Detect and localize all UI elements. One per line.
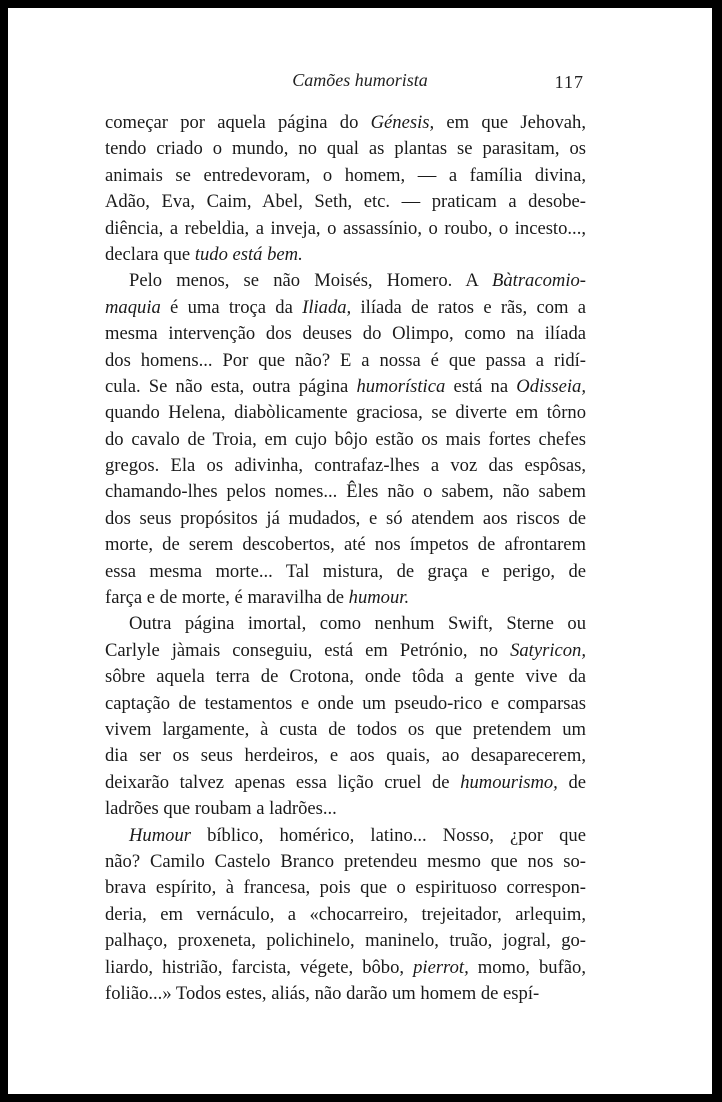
text-span: deixarão talvez apenas essa lição cruel de <box>105 771 461 793</box>
italic-text: humorística <box>356 375 446 397</box>
text-span: vivem largamente, à custa de todos os que pretendem um <box>105 718 586 740</box>
paragraph <box>105 611 586 822</box>
text-span: em que Jehovah, <box>434 112 586 133</box>
text-line <box>105 955 586 981</box>
text-span: gregos. Ela os adivinha, contrafaz-lhes a voz das espôsas, <box>105 455 586 477</box>
italic-text: humourismo, <box>460 771 558 793</box>
text-line <box>105 849 586 875</box>
paragraph <box>105 110 586 268</box>
text-span: dos homens... Por que não? E a nossa é que passa a ridí- <box>105 349 586 371</box>
italic-text: Génesis, <box>370 112 435 133</box>
text-span: dia ser os seus herdeiros, e aos quais, ao desaparecerem, <box>105 745 586 767</box>
text-span: não? Camilo Castelo Branco pretendeu mesmo que nos so- <box>105 850 586 872</box>
text-line <box>105 110 586 136</box>
paragraph <box>105 268 586 611</box>
italic-text: tudo está bem. <box>194 243 303 265</box>
text-span: farça e de morte, é maravilha de <box>105 587 349 609</box>
text-span: é uma troça da <box>160 296 303 318</box>
running-title: Camões humorista <box>292 70 428 90</box>
text-line <box>105 400 586 426</box>
italic-text: pierrot, <box>413 956 469 978</box>
text-span: ladrões que roubam a ladrões... <box>105 798 337 820</box>
text-span: do cavalo de Troia, em cujo bôjo estão os mais fortes chefes <box>105 428 586 450</box>
text-line <box>105 136 586 162</box>
book-page <box>8 8 712 1094</box>
text-span: sôbre aquela terra de Crotona, onde tôda a gente vive da <box>105 666 586 688</box>
text-span: Pelo menos, se não Moisés, Homero. A <box>129 270 492 292</box>
text-line <box>105 585 586 611</box>
text-span: bíblico, homérico, latino... Nosso, ¿por que <box>190 824 586 846</box>
italic-text: humour. <box>348 587 410 609</box>
text-span: animais se entredevoram, o homem, — a família divina, <box>105 164 586 186</box>
text-line <box>105 928 586 954</box>
text-span: Adão, Eva, Caim, Abel, Seth, etc. — praticam a desobe- <box>105 191 586 213</box>
text-span: de <box>557 771 587 793</box>
text-span: Outra página imortal, como nenhum Swift, Sterne ou <box>129 613 586 635</box>
text-line <box>105 453 586 479</box>
italic-text: maquia <box>105 296 161 318</box>
text-span: tendo criado o mundo, no qual as plantas se parasitam, os <box>105 138 586 160</box>
text-line <box>105 163 586 189</box>
text-line <box>105 268 586 294</box>
text-line <box>105 321 586 347</box>
text-span: ilíada de ratos e rãs, com a <box>351 296 586 318</box>
text-line <box>105 875 586 901</box>
text-span: captação de testamentos e onde um pseudo-rico e comparsas <box>105 692 586 714</box>
text-line <box>105 479 586 505</box>
text-line <box>105 242 586 268</box>
text-span: começar por aquela página do <box>105 112 371 133</box>
body-text <box>105 110 586 1007</box>
text-span: Carlyle jàmais conseguiu, está em Petrónio, no <box>105 639 511 661</box>
text-span: quando Helena, diabòlicamente graciosa, se diverte em tôrno <box>105 402 586 424</box>
text-line <box>105 532 586 558</box>
text-line <box>105 981 586 1007</box>
text-span: chamando-lhes pelos nomes... Êles não o sabem, não sabem <box>105 481 586 503</box>
text-line <box>105 374 586 400</box>
text-line <box>105 638 586 664</box>
text-span: liardo, histrião, farcista, végete, bôbo, <box>105 956 414 978</box>
text-line <box>105 427 586 453</box>
text-span: declara que <box>105 243 195 265</box>
text-span: dos seus propósitos já mudados, e só atendem aos riscos de <box>105 507 586 529</box>
text-span: mesma intervenção dos deuses do Olimpo, como na ilíada <box>105 323 586 345</box>
text-line <box>105 295 586 321</box>
text-line <box>105 823 586 849</box>
italic-text: Bàtracomio- <box>492 270 586 292</box>
text-line <box>105 664 586 690</box>
text-span: cula. Se não esta, outra página <box>105 375 357 397</box>
text-span: brava espírito, à francesa, pois que o espirituoso correspon- <box>105 877 586 899</box>
text-span: essa mesma morte... Tal mistura, de graça e perigo, de <box>105 560 586 582</box>
italic-text: Satyricon, <box>510 639 586 661</box>
italic-text: Iliada, <box>302 296 352 318</box>
text-line <box>105 348 586 374</box>
italic-text: Humour <box>129 824 191 846</box>
text-line <box>105 796 586 822</box>
text-span: deria, em vernáculo, a «chocarreiro, trejeitador, arlequim, <box>105 903 586 925</box>
text-span: folião...» Todos estes, aliás, não darão um homem de espí- <box>105 982 540 1004</box>
page-header <box>8 70 712 98</box>
page-number: 117 <box>554 72 584 92</box>
text-span: está na <box>445 375 517 397</box>
text-span: palhaço, proxeneta, polichinelo, maninelo, truão, jogral, go- <box>105 930 586 952</box>
italic-text: Odisseia, <box>516 375 586 397</box>
text-line <box>105 216 586 242</box>
text-line <box>105 743 586 769</box>
text-span: diência, a rebeldia, a inveja, o assassínio, o roubo, o incesto..., <box>105 217 586 239</box>
text-span: morte, de serem descobertos, até nos ímpetos de afrontarem <box>105 534 586 556</box>
text-line <box>105 770 586 796</box>
text-line <box>105 611 586 637</box>
paragraph <box>105 823 586 1008</box>
text-line <box>105 189 586 215</box>
text-span: momo, bufão, <box>468 956 586 978</box>
text-line <box>105 506 586 532</box>
text-line <box>105 902 586 928</box>
text-line <box>105 691 586 717</box>
text-line <box>105 717 586 743</box>
text-line <box>105 559 586 585</box>
